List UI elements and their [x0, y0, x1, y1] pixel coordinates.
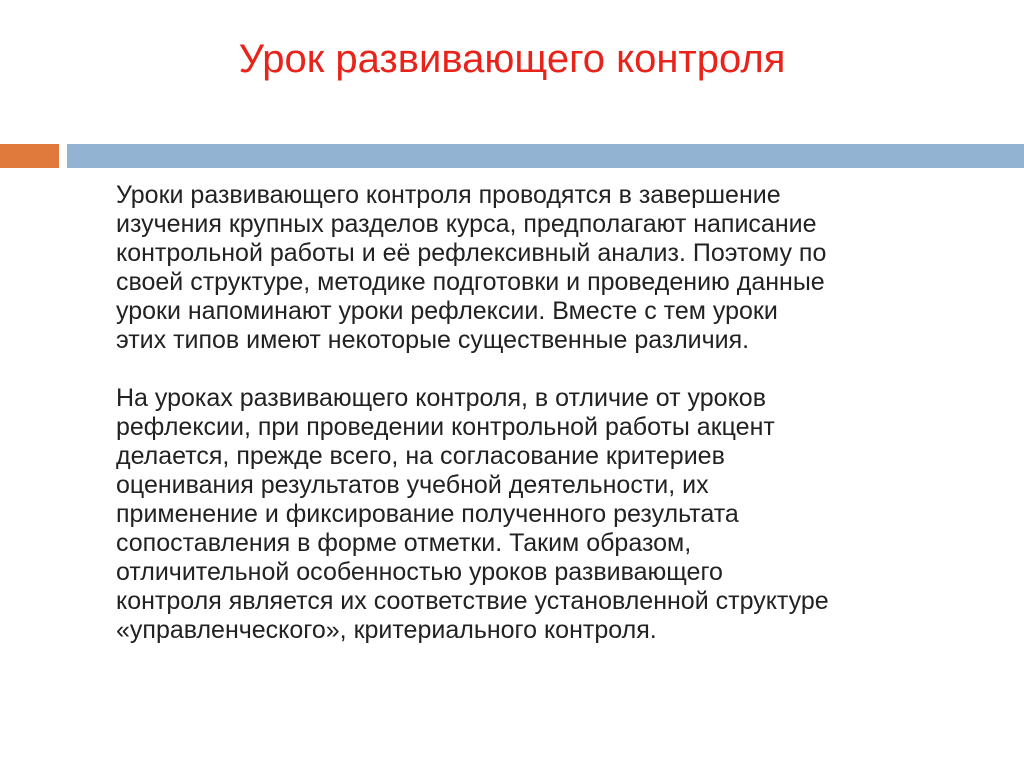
accent-bar-orange: [0, 144, 59, 168]
paragraph-2: На уроках развивающего контроля, в отличие от уроков рефлексии, при проведении контрольной работы акцент делается, прежде всего, на согласование критериев оценивания результатов учебной деятельности, их применение и фиксирование полученного результата сопоставления в форме отметки. Таким образом, отличительной особенностью уроков развивающего контроля является их соответствие установленной структуре «управленческого», критериального контроля.: [116, 384, 829, 644]
slide-body: [116, 181, 976, 645]
accent-bar-blue: [67, 144, 1024, 168]
slide-title: Урок развивающего контроля: [238, 37, 786, 81]
paragraph-1: Уроки развивающего контроля проводятся в завершение изучения крупных разделов курса, предполагают написание контрольной работы и её рефлексивный анализ. Поэтому по своей структуре, методике подготовки и проведению данные уроки напоминают уроки рефлексии. Вместе с тем уроки этих типов имеют некоторые существенные различия.: [116, 181, 827, 354]
